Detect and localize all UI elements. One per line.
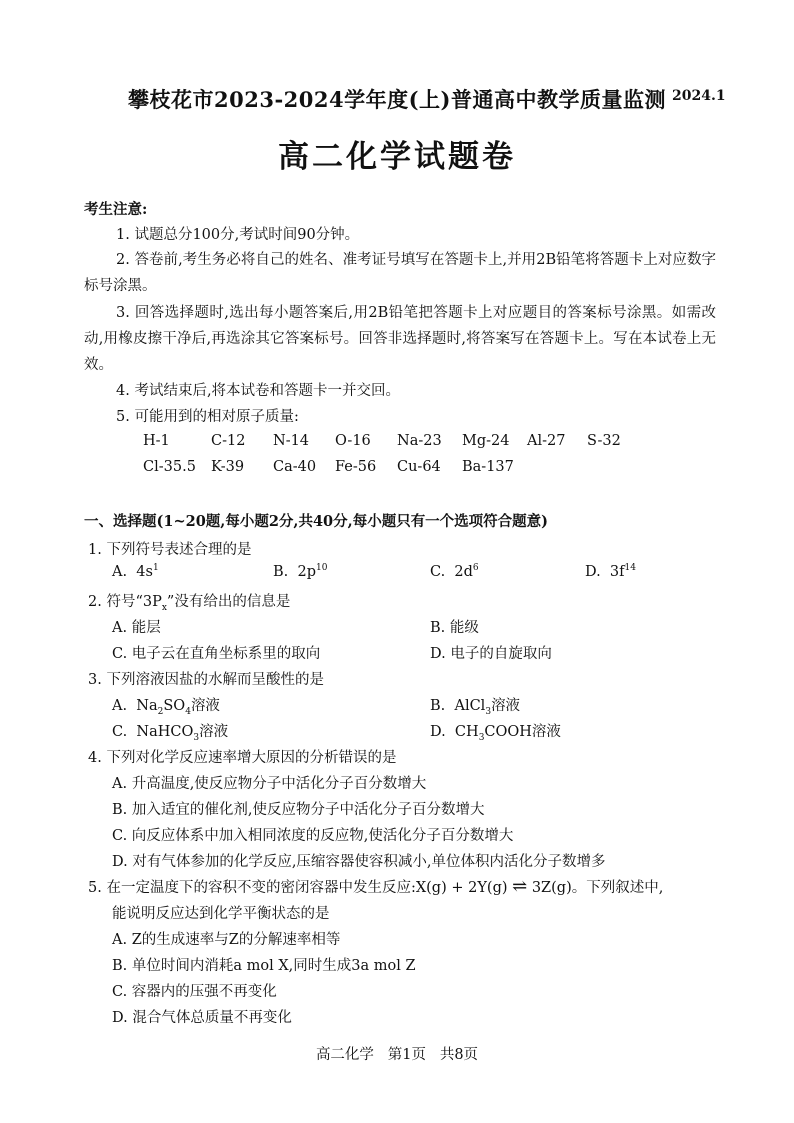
exam-date: 2024.1 bbox=[672, 88, 726, 104]
mass-na: Na-23 bbox=[397, 433, 442, 449]
question-2-stem bbox=[88, 590, 290, 611]
atomic-mass-row-2 bbox=[143, 459, 514, 475]
question-1-option-c: C. $2d^6$ bbox=[430, 563, 479, 580]
mass-fe: Fe-56 bbox=[335, 459, 377, 475]
question-3-option-d: D. $CH_3COOH$溶液 bbox=[430, 724, 561, 743]
notice-item-5: 5. 可能用到的相对原子质量: bbox=[116, 409, 299, 425]
question-1-stem: 1. 下列符号表述合理的是 bbox=[88, 542, 252, 558]
question-2-stem-sub: x bbox=[161, 602, 167, 613]
question-1-option-b: B. $2p^{10}$ bbox=[273, 563, 328, 580]
mass-k: K-39 bbox=[211, 459, 245, 475]
question-4-option-a: A. 升高温度,使反应物分子中活化分子百分数增大 bbox=[112, 776, 427, 792]
question-5-option-c: C. 容器内的压强不再变化 bbox=[112, 984, 277, 1000]
question-3-option-b: B. AlCl$_3$溶液 bbox=[430, 698, 521, 717]
mass-ca: Ca-40 bbox=[273, 459, 317, 475]
question-3-stem: 3. 下列溶液因盐的水解而呈酸性的是 bbox=[88, 672, 324, 688]
question-5-option-a: A. Z的生成速率与Z的分解速率相等 bbox=[112, 932, 341, 948]
notice-heading: 考生注意: bbox=[84, 201, 148, 218]
question-1-option-d: D. $3f^{14}$ bbox=[585, 563, 636, 580]
mass-c: C-12 bbox=[211, 433, 246, 449]
notice-item-4: 4. 考试结束后,将本试卷和答题卡一并交回。 bbox=[116, 383, 401, 399]
question-3-option-a: A. $Na_2SO_4$溶液 bbox=[112, 698, 220, 717]
question-2-stem-post: ”没有给出的信息是 bbox=[166, 594, 291, 610]
question-2-option-a: A. 能层 bbox=[112, 620, 161, 636]
question-2-stem-pre: 2. 符号“3P bbox=[88, 594, 162, 610]
exam-title: 攀枝花市2023-2024学年度(上)普通高中教学质量监测 bbox=[128, 87, 666, 112]
notice-item-2: 2. 答卷前,考生务必将自己的姓名、准考证号填写在答题卡上,并用2B铅笔将答题卡上对应数字标号涂黑。 bbox=[84, 252, 716, 294]
question-1-option-a: A. $4s^1$ bbox=[112, 563, 159, 580]
question-5-stem-line-2: 能说明反应达到化学平衡状态的是 bbox=[112, 906, 330, 922]
equilibrium-arrow-icon: ⇌ bbox=[512, 876, 528, 897]
mass-al: Al-27 bbox=[527, 433, 566, 449]
atomic-mass-row-1 bbox=[143, 433, 621, 449]
page-footer: 高二化学 第1页 共8页 bbox=[315, 1047, 479, 1063]
question-5-stem bbox=[88, 876, 663, 897]
paper-title: 高二化学试题卷 bbox=[278, 139, 516, 175]
question-4-option-b: B. 加入适宜的催化剂,使反应物分子中活化分子百分数增大 bbox=[112, 802, 485, 818]
question-4-option-c: C. 向反应体系中加入相同浓度的反应物,使活化分子百分数增大 bbox=[112, 828, 514, 844]
question-2-option-d: D. 电子的自旋取向 bbox=[430, 646, 552, 662]
question-5-option-d: D. 混合气体总质量不再变化 bbox=[112, 1010, 292, 1026]
section-heading: 一、选择题(1~20题,每小题2分,共40分,每小题只有一个选项符合题意) bbox=[84, 513, 549, 530]
question-2-option-b: B. 能级 bbox=[430, 620, 479, 636]
question-4-stem: 4. 下列对化学反应速率增大原因的分析错误的是 bbox=[88, 750, 397, 766]
notice-item-3: 3. 回答选择题时,选出每小题答案后,用2B铅笔把答题卡上对应题目的答案标号涂黑。如需改动,用橡皮擦干净后,再选涂其它答案标号。回答非选择题时,将答案写在答题卡上。写在本试卷上无效。 bbox=[84, 305, 716, 373]
mass-mg: Mg-24 bbox=[462, 433, 510, 449]
mass-h: H-1 bbox=[143, 433, 170, 449]
mass-o: O-16 bbox=[335, 433, 371, 449]
notice-item-1: 1. 试题总分100分,考试时间90分钟。 bbox=[116, 227, 360, 243]
question-5-stem-post: 3Z(g)。下列叙述中, bbox=[531, 880, 664, 896]
mass-n: N-14 bbox=[273, 433, 310, 449]
mass-cl: Cl-35.5 bbox=[143, 459, 196, 475]
question-5-stem-pre: 5. 在一定温度下的容积不变的密闭容器中发生反应:X(g) + 2Y(g) bbox=[88, 880, 508, 896]
mass-cu: Cu-64 bbox=[397, 459, 441, 475]
question-5-option-b: B. 单位时间内消耗a mol X,同时生成3a mol Z bbox=[112, 958, 416, 974]
question-4-option-d: D. 对有气体参加的化学反应,压缩容器使容积减小,单位体积内活化分子数增多 bbox=[112, 854, 606, 870]
question-3-option-c: C. NaHCO$_3$溶液 bbox=[112, 724, 229, 743]
mass-ba: Ba-137 bbox=[462, 459, 514, 475]
question-2-option-c: C. 电子云在直角坐标系里的取向 bbox=[112, 646, 321, 662]
mass-s: S-32 bbox=[587, 433, 621, 449]
